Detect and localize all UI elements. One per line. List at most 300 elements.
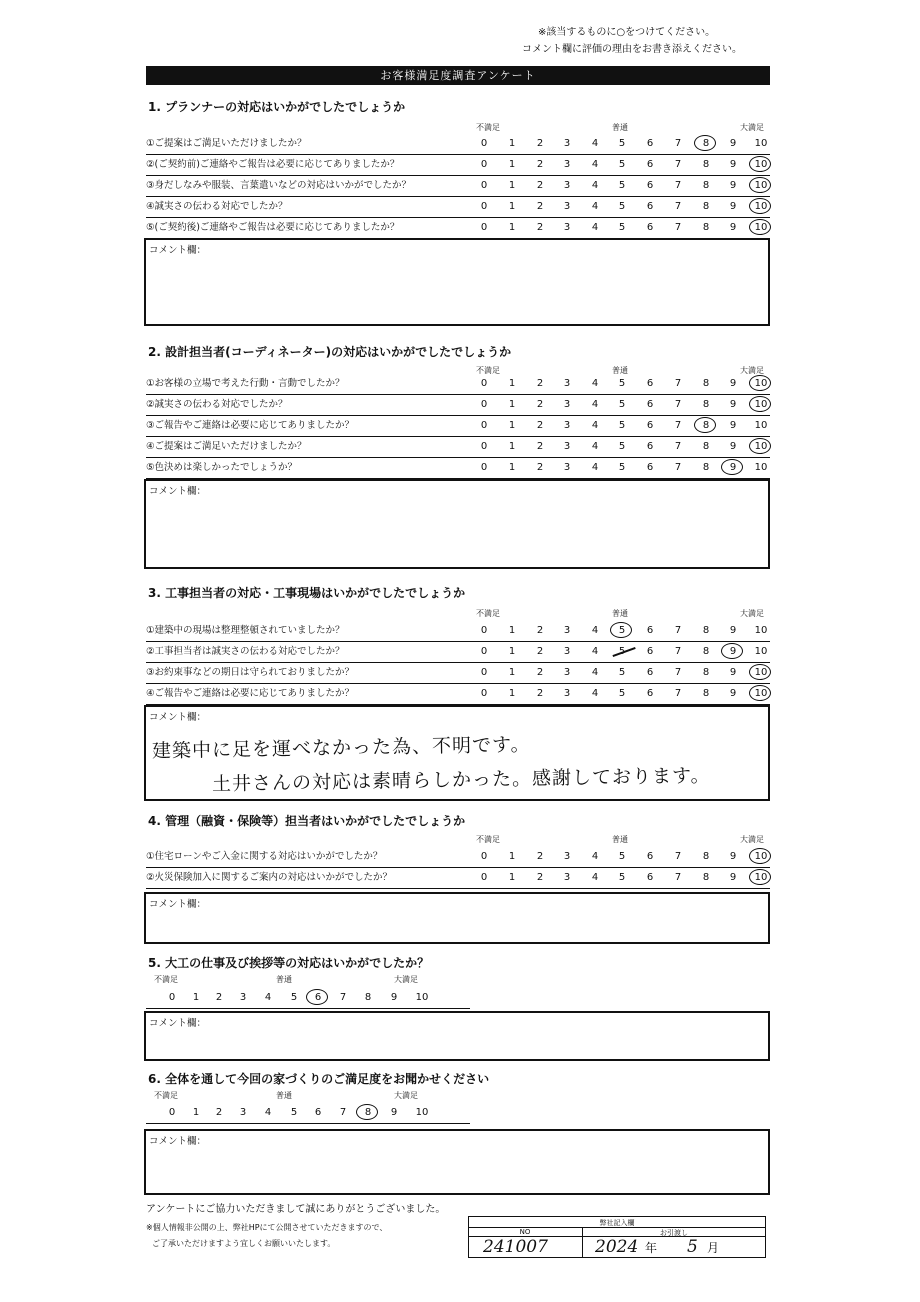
question-text: ①ご提案はご満足いただけましたか？ [146,138,307,149]
section-1-title: 1. プランナーの対応はいかがでしたでしょうか [148,100,406,114]
rating-option-8[interactable]: 8 [702,441,710,452]
rating-option-4[interactable]: 4 [591,159,599,170]
section-5-rating-row [146,988,470,1009]
rating-option-7[interactable]: 7 [339,992,347,1003]
rating-option-9[interactable]: 9 [729,667,737,678]
scale-high-label: 大満足 [740,835,764,844]
scale-mid-label: 普通 [276,1091,292,1100]
rating-option-9[interactable]: 9 [729,441,737,452]
rating-option-2[interactable]: 2 [536,420,544,431]
rating-option-1[interactable]: 1 [508,159,516,170]
rating-option-5[interactable]: 5 [618,180,626,191]
rating-option-4[interactable]: 4 [591,462,599,473]
scale-mid-label: 普通 [612,123,628,132]
selected-answer-circle [749,219,771,235]
rating-option-10[interactable]: 10 [754,646,768,657]
selected-answer-circle [749,177,771,193]
rating-option-8[interactable]: 8 [702,138,710,149]
rating-option-0[interactable]: 0 [480,625,488,636]
rating-option-8[interactable]: 8 [702,222,710,233]
rating-option-9[interactable]: 9 [390,1107,398,1118]
scale-high-label: 大満足 [740,123,764,132]
question-text: ②誠実さの伝わる対応でしたか？ [146,399,288,410]
rating-option-9[interactable]: 9 [729,378,737,389]
rating-option-6[interactable]: 6 [646,688,654,699]
rating-option-8[interactable]: 8 [702,201,710,212]
rating-option-0[interactable]: 0 [480,851,488,862]
comment-label: コメント欄： [149,899,207,910]
rating-option-9[interactable]: 9 [729,625,737,636]
question-text: ④ご提案はご満足いただけましたか？ [146,441,307,452]
scale-low-label: 不満足 [476,835,500,844]
rating-option-2[interactable]: 2 [536,462,544,473]
rating-option-4[interactable]: 4 [591,625,599,636]
rating-option-0[interactable]: 0 [480,667,488,678]
rating-option-1[interactable]: 1 [508,441,516,452]
rating-option-0[interactable]: 0 [480,646,488,657]
section-1-comment-box[interactable] [144,238,770,326]
question-text: ①建築中の現場は整理整頓されていましたか？ [146,625,345,636]
rating-option-2[interactable]: 2 [536,138,544,149]
rating-option-1[interactable]: 1 [508,872,516,883]
comment-label: コメント欄： [149,712,207,723]
rating-option-8[interactable]: 8 [702,872,710,883]
rating-option-2[interactable]: 2 [536,201,544,212]
selected-answer-circle [749,438,771,454]
selected-answer-circle [749,396,771,412]
rating-option-6[interactable]: 6 [646,851,654,862]
section-6-rating-row [146,1103,470,1124]
selected-answer-circle [721,643,743,659]
customer-number: 241007 [483,1237,548,1257]
rating-option-7[interactable]: 7 [674,201,682,212]
rating-option-3[interactable]: 3 [563,646,571,657]
rating-option-9[interactable]: 9 [729,851,737,862]
rating-option-5[interactable]: 5 [618,851,626,862]
scale-low-label: 不満足 [476,366,500,375]
section-3-title: 3. 工事担当者の対応・工事現場はいかがでしたでしょうか [148,586,466,600]
question-text: ④誠実さの伝わる対応でしたか？ [146,201,288,212]
rating-option-5[interactable]: 5 [618,441,626,452]
scale-high-label: 大満足 [740,609,764,618]
rating-option-3[interactable]: 3 [563,667,571,678]
rating-option-1[interactable]: 1 [508,667,516,678]
rating-option-10[interactable]: 10 [754,180,768,191]
rating-option-1[interactable]: 1 [508,851,516,862]
comment-label: コメント欄： [149,1018,207,1029]
rating-option-3[interactable]: 3 [563,180,571,191]
scale-high-label: 大満足 [394,975,418,984]
rating-option-6[interactable]: 6 [646,441,654,452]
rating-option-4[interactable]: 4 [264,992,272,1003]
scale-low-label: 不満足 [154,975,178,984]
selected-answer-circle [694,135,716,151]
rating-option-8[interactable]: 8 [702,646,710,657]
rating-option-9[interactable]: 9 [390,992,398,1003]
scale-low-label: 不満足 [154,1091,178,1100]
rating-option-4[interactable]: 4 [591,688,599,699]
rating-option-4[interactable]: 4 [591,646,599,657]
instruction-note-1: ※該当するものに○をつけてください。 [538,27,716,38]
rating-option-2[interactable]: 2 [536,399,544,410]
handover-year: 2024 [595,1237,639,1257]
rating-option-6[interactable]: 6 [314,1107,322,1118]
rating-option-2[interactable]: 2 [215,1107,223,1118]
rating-option-7[interactable]: 7 [674,441,682,452]
question-text: ⑤(ご契約後)ご連絡やご報告は必要に応じてありましたか？ [146,222,400,233]
rating-option-4[interactable]: 4 [591,180,599,191]
rating-option-0[interactable]: 0 [480,399,488,410]
selected-answer-circle [306,989,328,1005]
rating-option-10[interactable]: 10 [754,688,768,699]
rating-option-6[interactable]: 6 [646,625,654,636]
rating-option-9[interactable]: 9 [729,222,737,233]
section-4-comment-box[interactable] [144,892,770,944]
question-text: ①お客様の立場で考えた行動・言動でしたか？ [146,378,345,389]
rating-option-5[interactable]: 5 [618,688,626,699]
rating-option-6[interactable]: 6 [646,159,654,170]
rating-option-5[interactable]: 5 [618,625,626,636]
instruction-note-2: コメント欄に評価の理由をお書き添えください。 [522,44,742,55]
question-row [146,684,770,705]
section-1-questions [146,134,770,239]
rating-option-8[interactable]: 8 [702,462,710,473]
selected-answer-circle [749,685,771,701]
rating-option-5[interactable]: 5 [618,420,626,431]
question-text: ②火災保険加入に関するご案内の対応はいかがでしたか？ [146,872,393,883]
rating-option-5[interactable]: 5 [618,222,626,233]
question-row [146,416,770,437]
scale-low-label: 不満足 [476,123,500,132]
rating-option-2[interactable]: 2 [536,688,544,699]
rating-option-9[interactable]: 9 [729,201,737,212]
rating-option-4[interactable]: 4 [591,138,599,149]
rating-option-5[interactable]: 5 [290,1107,298,1118]
rating-option-2[interactable]: 2 [536,667,544,678]
rating-option-4[interactable]: 4 [591,441,599,452]
rating-option-1[interactable]: 1 [508,462,516,473]
rating-option-0[interactable]: 0 [480,138,488,149]
question-row [146,395,770,416]
handover-month: 5 [687,1237,698,1257]
rating-option-10[interactable]: 10 [754,462,768,473]
rating-option-0[interactable]: 0 [480,222,488,233]
handwritten-comment-line-2: 土井さんの対応は素晴らしかった。感謝しております。 [211,764,711,796]
section-3-questions [146,621,770,705]
rating-option-2[interactable]: 2 [536,159,544,170]
rating-option-0[interactable]: 0 [480,201,488,212]
question-row [146,155,770,176]
rating-option-0[interactable]: 0 [168,1107,176,1118]
question-text: ①住宅ローンやご入金に関する対応はいかがでしたか？ [146,851,383,862]
rating-option-6[interactable]: 6 [646,222,654,233]
rating-option-2[interactable]: 2 [536,378,544,389]
rating-option-3[interactable]: 3 [239,992,247,1003]
rating-option-7[interactable]: 7 [674,688,682,699]
rating-option-7[interactable]: 7 [674,138,682,149]
rating-option-7[interactable]: 7 [674,667,682,678]
rating-option-4[interactable]: 4 [591,420,599,431]
rating-option-3[interactable]: 3 [239,1107,247,1118]
rating-option-3[interactable]: 3 [563,378,571,389]
rating-option-8[interactable]: 8 [702,378,710,389]
selected-answer-circle [749,198,771,214]
section-5-comment-box[interactable] [144,1011,770,1061]
rating-option-5[interactable]: 5 [618,201,626,212]
rating-option-9[interactable]: 9 [729,462,737,473]
rating-option-6[interactable]: 6 [646,399,654,410]
rating-option-3[interactable]: 3 [563,441,571,452]
rating-option-2[interactable]: 2 [536,441,544,452]
question-row [146,197,770,218]
rating-option-7[interactable]: 7 [674,222,682,233]
question-text: ⑤色決めは楽しかったでしょうか？ [146,462,298,473]
rating-option-7[interactable]: 7 [674,399,682,410]
office-use-label: 弊社記入欄 [599,1219,635,1227]
rating-option-1[interactable]: 1 [192,992,200,1003]
rating-option-8[interactable]: 8 [702,159,710,170]
rating-option-7[interactable]: 7 [674,462,682,473]
privacy-note-2: ご了承いただけますよう宜しくお願いいたします。 [152,1239,336,1248]
question-row [146,437,770,458]
rating-option-10[interactable]: 10 [754,420,768,431]
rating-option-10[interactable]: 10 [754,441,768,452]
scale-mid-label: 普通 [612,835,628,844]
rating-option-2[interactable]: 2 [536,851,544,862]
rating-option-0[interactable]: 0 [480,462,488,473]
rating-option-0[interactable]: 0 [480,378,488,389]
selected-answer-circle [749,156,771,172]
rating-option-1[interactable]: 1 [508,138,516,149]
rating-option-7[interactable]: 7 [674,625,682,636]
rating-option-6[interactable]: 6 [646,138,654,149]
section-5-title: 5. 大工の仕事及び挨拶等の対応はいかがでしたか？ [148,956,430,970]
rating-option-8[interactable]: 8 [364,1107,372,1118]
rating-option-3[interactable]: 3 [563,688,571,699]
rating-option-3[interactable]: 3 [563,399,571,410]
selected-answer-circle [749,848,771,864]
question-row [146,374,770,395]
rating-option-5[interactable]: 5 [618,159,626,170]
rating-option-10[interactable]: 10 [754,399,768,410]
rating-option-8[interactable]: 8 [702,420,710,431]
selected-answer-circle [610,622,632,638]
comment-label: コメント欄： [149,245,207,256]
rating-option-3[interactable]: 3 [563,201,571,212]
section-6-title: 6. 全体を通して今回の家づくりのご満足度をお聞かせください [148,1072,490,1086]
rating-option-5[interactable]: 5 [618,872,626,883]
rating-option-0[interactable]: 0 [480,688,488,699]
section-3-comment-box[interactable] [144,705,770,801]
question-row [146,218,770,239]
rating-option-4[interactable]: 4 [264,1107,272,1118]
privacy-note-1: ※個人情報非公開の上、弊社HPにて公開させていただきますので、 [146,1223,388,1232]
rating-option-5[interactable]: 5 [618,462,626,473]
rating-option-7[interactable]: 7 [674,851,682,862]
rating-option-10[interactable]: 10 [754,201,768,212]
rating-option-10[interactable]: 10 [754,159,768,170]
rating-option-3[interactable]: 3 [563,159,571,170]
rating-option-3[interactable]: 3 [563,872,571,883]
rating-option-6[interactable]: 6 [646,180,654,191]
rating-option-7[interactable]: 7 [674,872,682,883]
rating-option-0[interactable]: 0 [480,872,488,883]
rating-option-0[interactable]: 0 [480,441,488,452]
handwritten-comment-line-1: 建築中に足を運べなかった為、不明です。 [151,733,531,763]
rating-option-8[interactable]: 8 [702,667,710,678]
rating-option-8[interactable]: 8 [702,688,710,699]
rating-option-2[interactable]: 2 [536,872,544,883]
rating-option-1[interactable]: 1 [508,625,516,636]
rating-option-5[interactable]: 5 [618,138,626,149]
rating-option-1[interactable]: 1 [508,420,516,431]
rating-option-6[interactable]: 6 [646,646,654,657]
rating-option-1[interactable]: 1 [508,201,516,212]
rating-option-1[interactable]: 1 [508,378,516,389]
year-unit: 年 [645,1241,658,1255]
rating-option-9[interactable]: 9 [729,688,737,699]
rating-option-7[interactable]: 7 [674,646,682,657]
rating-option-9[interactable]: 9 [729,872,737,883]
section-2-comment-box[interactable] [144,479,770,569]
rating-option-2[interactable]: 2 [536,625,544,636]
rating-option-3[interactable]: 3 [563,462,571,473]
rating-option-0[interactable]: 0 [168,992,176,1003]
question-text: ④ご報告やご連絡は必要に応じてありましたか？ [146,688,355,699]
rating-option-0[interactable]: 0 [480,420,488,431]
rating-option-10[interactable]: 10 [754,667,768,678]
rating-option-3[interactable]: 3 [563,625,571,636]
rating-option-1[interactable]: 1 [508,399,516,410]
rating-option-10[interactable]: 10 [754,378,768,389]
thanks-message: アンケートにご協力いただきまして誠にありがとうございました。 [146,1204,446,1215]
scale-high-label: 大満足 [740,366,764,375]
rating-option-6[interactable]: 6 [646,420,654,431]
rating-option-5[interactable]: 5 [618,399,626,410]
rating-option-7[interactable]: 7 [674,378,682,389]
question-text: ②工事担当者は誠実さの伝わる対応でしたか？ [146,646,345,657]
question-row [146,847,770,868]
question-text: ②(ご契約前)ご連絡やご報告は必要に応じてありましたか？ [146,159,400,170]
section-4-questions [146,847,770,889]
rating-option-1[interactable]: 1 [508,222,516,233]
rating-option-4[interactable]: 4 [591,222,599,233]
rating-option-9[interactable]: 9 [729,399,737,410]
rating-option-1[interactable]: 1 [192,1107,200,1118]
rating-option-6[interactable]: 6 [646,872,654,883]
rating-option-10[interactable]: 10 [415,992,429,1003]
rating-option-7[interactable]: 7 [674,420,682,431]
question-text: ③ご報告やご連絡は必要に応じてありましたか？ [146,420,355,431]
rating-option-10[interactable]: 10 [754,625,768,636]
selected-answer-circle [721,459,743,475]
question-row [146,621,770,642]
scale-low-label: 不満足 [476,609,500,618]
rating-option-5[interactable]: 5 [290,992,298,1003]
rating-option-4[interactable]: 4 [591,399,599,410]
question-row [146,176,770,197]
rating-option-7[interactable]: 7 [674,159,682,170]
rating-option-2[interactable]: 2 [536,180,544,191]
rating-option-10[interactable]: 10 [415,1107,429,1118]
rating-option-9[interactable]: 9 [729,159,737,170]
section-2-title: 2. 設計担当者(コーディネーター)の対応はいかがでしたでしょうか [148,345,512,359]
selected-answer-circle [694,417,716,433]
rating-option-5[interactable]: 5 [618,667,626,678]
rating-option-8[interactable]: 8 [702,625,710,636]
rating-option-9[interactable]: 9 [729,646,737,657]
rating-option-4[interactable]: 4 [591,872,599,883]
question-text: ③身だしなみや服装、言葉遣いなどの対応はいかがでしたか？ [146,180,412,191]
rating-option-8[interactable]: 8 [364,992,372,1003]
rating-option-1[interactable]: 1 [508,646,516,657]
rating-option-10[interactable]: 10 [754,851,768,862]
rating-option-0[interactable]: 0 [480,159,488,170]
rating-option-1[interactable]: 1 [508,180,516,191]
rating-option-8[interactable]: 8 [702,180,710,191]
section-6-scale [146,1088,446,1104]
rating-option-5[interactable]: 5 [618,646,626,657]
rating-option-6[interactable]: 6 [314,992,322,1003]
rating-option-4[interactable]: 4 [591,378,599,389]
rating-option-2[interactable]: 2 [536,222,544,233]
rating-option-3[interactable]: 3 [563,851,571,862]
rating-option-9[interactable]: 9 [729,138,737,149]
rating-option-3[interactable]: 3 [563,420,571,431]
section-6-comment-box[interactable] [144,1129,770,1195]
rating-option-7[interactable]: 7 [339,1107,347,1118]
rating-option-4[interactable]: 4 [591,851,599,862]
selected-answer-circle [749,869,771,885]
rating-option-6[interactable]: 6 [646,378,654,389]
scale-mid-label: 普通 [612,366,628,375]
rating-option-10[interactable]: 10 [754,138,768,149]
rating-option-4[interactable]: 4 [591,201,599,212]
rating-option-1[interactable]: 1 [508,688,516,699]
rating-option-7[interactable]: 7 [674,180,682,191]
question-row [146,663,770,684]
rating-option-6[interactable]: 6 [646,667,654,678]
rating-option-8[interactable]: 8 [702,399,710,410]
selected-answer-circle [749,375,771,391]
rating-option-6[interactable]: 6 [646,462,654,473]
rating-option-3[interactable]: 3 [563,222,571,233]
rating-option-6[interactable]: 6 [646,201,654,212]
question-text: ③お約束事などの期日は守られておりましたか？ [146,667,355,678]
scale-mid-label: 普通 [612,609,628,618]
survey-title: お客様満足度調査アンケート [146,66,770,85]
rating-option-2[interactable]: 2 [536,646,544,657]
question-row [146,642,770,663]
rating-option-2[interactable]: 2 [215,992,223,1003]
rating-option-4[interactable]: 4 [591,667,599,678]
rating-option-10[interactable]: 10 [754,222,768,233]
selected-answer-circle [356,1104,378,1120]
comment-label: コメント欄： [149,1136,207,1147]
rating-option-0[interactable]: 0 [480,180,488,191]
question-row [146,134,770,155]
rating-option-8[interactable]: 8 [702,851,710,862]
selected-answer-circle [749,664,771,680]
section-2-questions [146,374,770,479]
rating-option-5[interactable]: 5 [618,378,626,389]
rating-option-9[interactable]: 9 [729,420,737,431]
rating-option-9[interactable]: 9 [729,180,737,191]
rating-option-10[interactable]: 10 [754,872,768,883]
rating-option-3[interactable]: 3 [563,138,571,149]
scale-mid-label: 普通 [276,975,292,984]
month-unit: 月 [707,1241,720,1255]
